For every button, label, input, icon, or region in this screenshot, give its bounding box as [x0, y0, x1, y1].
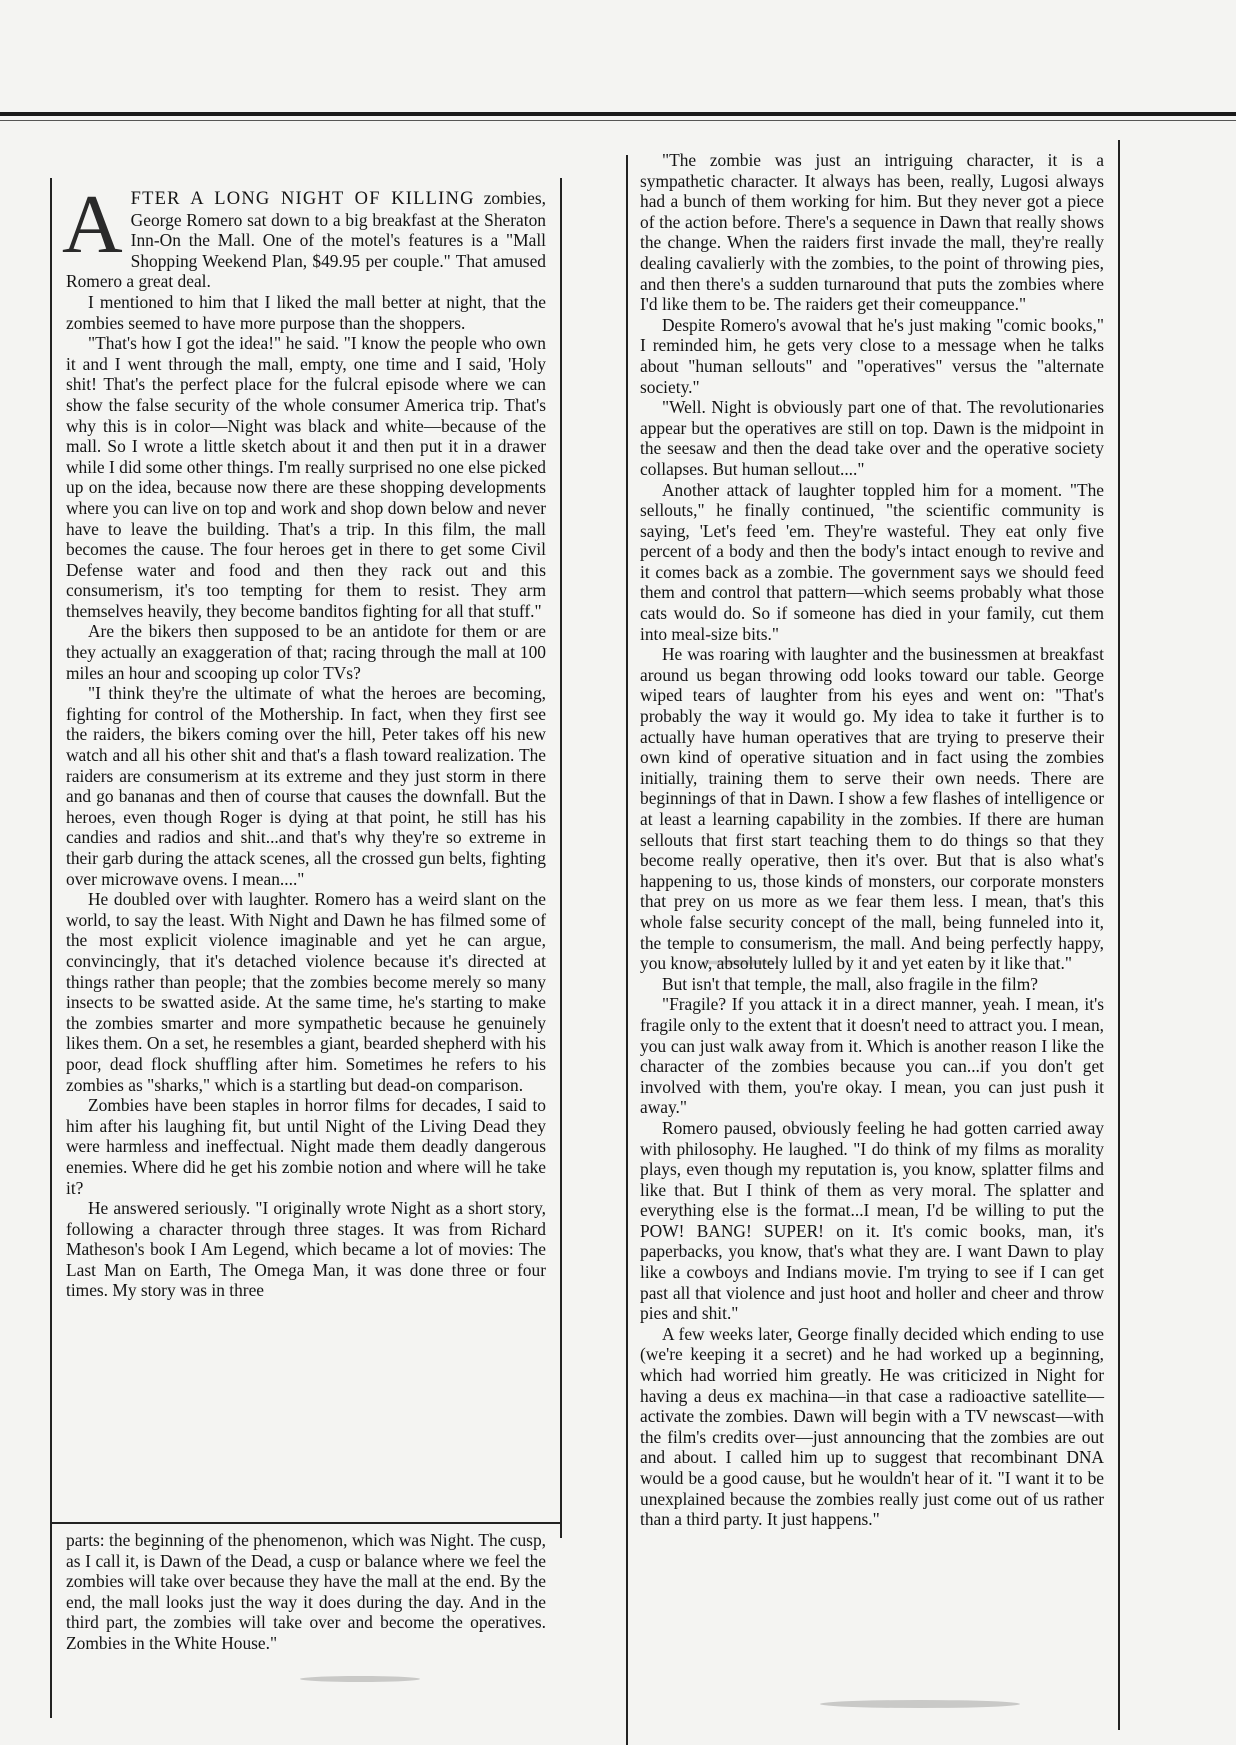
- left-column-divider: [52, 1522, 560, 1524]
- lead-caps: FTER A LONG NIGHT OF KILLING: [130, 189, 475, 209]
- drop-cap: A: [62, 178, 123, 271]
- left-continuation: [66, 1530, 546, 1654]
- left-paragraph: "I think they're the ultimate of what the heroes are becoming, fighting for control of the Mothership. In fact, when they first see the raiders, the bikers coming over the hill, Peter takes off his new watch and all his other shit and that's a flash toward realization. The raiders are consumerism at its extreme and they just storm in there and go bananas and then of course that causes the downfall. But the heroes, even though Roger is dying at that point, he still has his candies and radios and shit...and that's why they're so extreme in their garb during the attack scenes, all the crossed gun belts, fighting over microwave ovens. I mean....": [66, 683, 546, 889]
- left-paragraph: "That's how I got the idea!" he said. "I know the people who own it and I went through the mall, empty, one time and I said, 'Holy shit! That's the perfect place for the fulcral episode where we can show the false security of the whole consumer America trip. That's why this is in color—Night was black and white—because of the mall. So I wrote a little sketch about it and then put it in a drawer while I did some other things. I'm really surprised no one else picked up on the idea, because now there are these shopping developments where you can live on top and work and shop down below and never have to leave the building. That's a trip. In this film, the mall becomes the cause. The four heroes get in there to get some Civil Defense water and food and then they rack out and this consumerism, it's too tempting for them to resist. They arm themselves heavily, they become banditos fighting for all that stuff.": [66, 333, 546, 621]
- left-column-border-right: [560, 178, 562, 1538]
- right-paragraph: But isn't that temple, the mall, also fragile in the film?: [662, 973, 1038, 994]
- right-paragraph: He was roaring with laughter and the businessmen at breakfast around us began throwing odd looks toward our table. George wiped tears of laughter from his eyes and went on: "That's probably the way it would go. My idea to take it further is to actually have human operatives that are trying to preserve their own kind of operative situation and in fact using the zombies initially, training them to serve their own needs. There are beginnings of that in Dawn. I show a few flashes of intelligence or at least a learning capability in the zombies. If there are human sellouts that first start teaching them to do things so that they become really operative, then it's over. But that is also what's happening to us, those kinds of monsters, our corporate monsters that prey on us more as we fear them less. I mean, that's this whole false security concept of the mall, being funneled into it, the temple to consumerism, the mall. And being perfectly happy, you know, absolutely lulled by it and yet eaten by it like that.": [640, 644, 1104, 974]
- left-column-border-left: [50, 178, 52, 1718]
- right-paragraph: "The zombie was just an intriguing character, it is a sympathetic character. It always has been, really, Lugosi always had a bunch of them working for him. But they never got a piece of the action before. There's a sequence in Dawn that really shows the change. When the raiders first invade the mall, they're really dealing cavalierly with the zombies, to the point of throwing pies, and then there's a sudden turnaround that puts the zombies where I'd like them to be. The raiders get their comeuppance.": [640, 150, 1104, 315]
- opening-rest: zombies, George Romero sat down to a big breakfast at the Sheraton Inn-On the Mall. One of the motel's features is a "Mall Shopping Weekend Plan, $49.95 per couple." That amused Romero a great deal.: [66, 188, 546, 292]
- top-rule: [0, 112, 1236, 116]
- scan-speck: [300, 1676, 420, 1682]
- continuation-paragraph: parts: the beginning of the phenomenon, which was Night. The cusp, as I call it, is Dawn of the Dead, a cusp or balance where we feel the zombies will take over because they have the mall at the end. By the end, the mall looks just the way it does during the day. And in the third part, the zombies will take over and become the operatives. Zombies in the White House.": [66, 1530, 546, 1653]
- right-paragraph: Romero paused, obviously feeling he had gotten carried away with philosophy. He laughed. "I do think of my films as morality plays, even though my reputation is, you know, splatter films and like that. But I think of them as very moral. The splatter and everything else is the format...I mean, I'd be willing to put the POW! BANG! SUPER! on it. It's comic books, man, it's paperbacks, you know, that's what they are. I want Dawn to play like a cowboys and Indians movie. I'm trying to see if I can get past all that violence and just hoot and holler and cheer and throw pies and shit.": [640, 1117, 1104, 1324]
- right-paragraph: "Fragile? If you attack it in a direct manner, yeah. I mean, it's fragile only to the extent that it doesn't need to attract you. I mean, you can just walk away from it. Which is another reason I like the character of the zombies because you can...if you don't get involved with them, you're okay. I mean, you can just push it away.": [640, 994, 1104, 1118]
- left-paragraph: Zombies have been staples in horror films for decades, I said to him after his laughing fit, but until Night of the Living Dead they were harmless and ineffectual. Night made them deadly dangerous enemies. Where did he get his zombie notion and where will he take it?: [66, 1095, 546, 1198]
- right-column: [640, 150, 1104, 1530]
- article-opening: [62, 178, 546, 292]
- right-paragraph: "Well. Night is obviously part one of that. The revolutionaries appear but the operatives are still on top. Dawn is the midpoint in the seesaw and then the dead take over and the operative society collapses. But human sellout....": [640, 397, 1104, 479]
- right-column-border-right: [1118, 140, 1120, 1730]
- top-rule-thin: [0, 120, 1236, 121]
- left-paragraph: Are the bikers then supposed to be an antidote for them or are they actually an exaggeration of that; racing through the mall at 100 miles an hour and scooping up color TVs?: [66, 621, 546, 683]
- left-paragraph: I mentioned to him that I liked the mall better at night, that the zombies seemed to have more purpose than the shoppers.: [66, 291, 546, 333]
- left-paragraph: He answered seriously. "I originally wrote Night as a short story, following a character through three stages. It was from Richard Matheson's book I Am Legend, which became a lot of movies: The Last Man on Earth, The Omega Man, it was done three or four times. My story was in three: [66, 1198, 546, 1301]
- opening-paragraph: [66, 188, 546, 292]
- scan-speck: [820, 1700, 1020, 1708]
- right-paragraph: A few weeks later, George finally decided which ending to use (we're keeping it a secret) and he had worked up a beginning, which had worried him greatly. He was criticized in Night for having a deus ex machina—in that case a radioactive satellite—activate the zombies. Dawn will begin with a TV newscast—with the film's credits over—just announcing that the zombies are out and about. I called him up to suggest that recombinant DNA would be a good cause, but he wouldn't hear of it. "I want it to be unexplained because the zombies really just come out of us rather than a third party. It just happens.": [640, 1323, 1104, 1530]
- right-paragraph: Despite Romero's avowal that he's just making "comic books," I reminded him, he gets very close to a message when he talks about "human sellouts" and "operatives" versus the "alternate society.": [640, 314, 1104, 397]
- left-column: [62, 178, 546, 1301]
- right-paragraph: Another attack of laughter toppled him for a moment. "The sellouts," he finally continued, "the scientific community is saying, 'Let's feed 'em. They're wasteful. They eat only five percent of a body and then the body's intact enough to revive and it comes back as a zombie. The government says we should feed them and control that pattern—which seems probably what those cats would do. So if someone has died in your family, cut them into meal-size bits.": [640, 479, 1104, 644]
- left-paragraph: He doubled over with laughter. Romero has a weird slant on the world, to say the least. With Night and Dawn he has filmed some of the most explicit violence imaginable and yet he can argue, convincingly, that it's detached violence because it's directed at things rather than people; that the zombies become merely so many insects to be swatted aside. At the same time, he's starting to make the zombies smarter and more sympathetic because he genuinely likes them. On a set, he resembles a giant, bearded shepherd with his poor, dead flock shuffling after him. Sometimes he refers to his zombies as "sharks," which is a startling but dead-on comparison.: [66, 889, 546, 1095]
- right-column-border-left: [626, 155, 628, 1745]
